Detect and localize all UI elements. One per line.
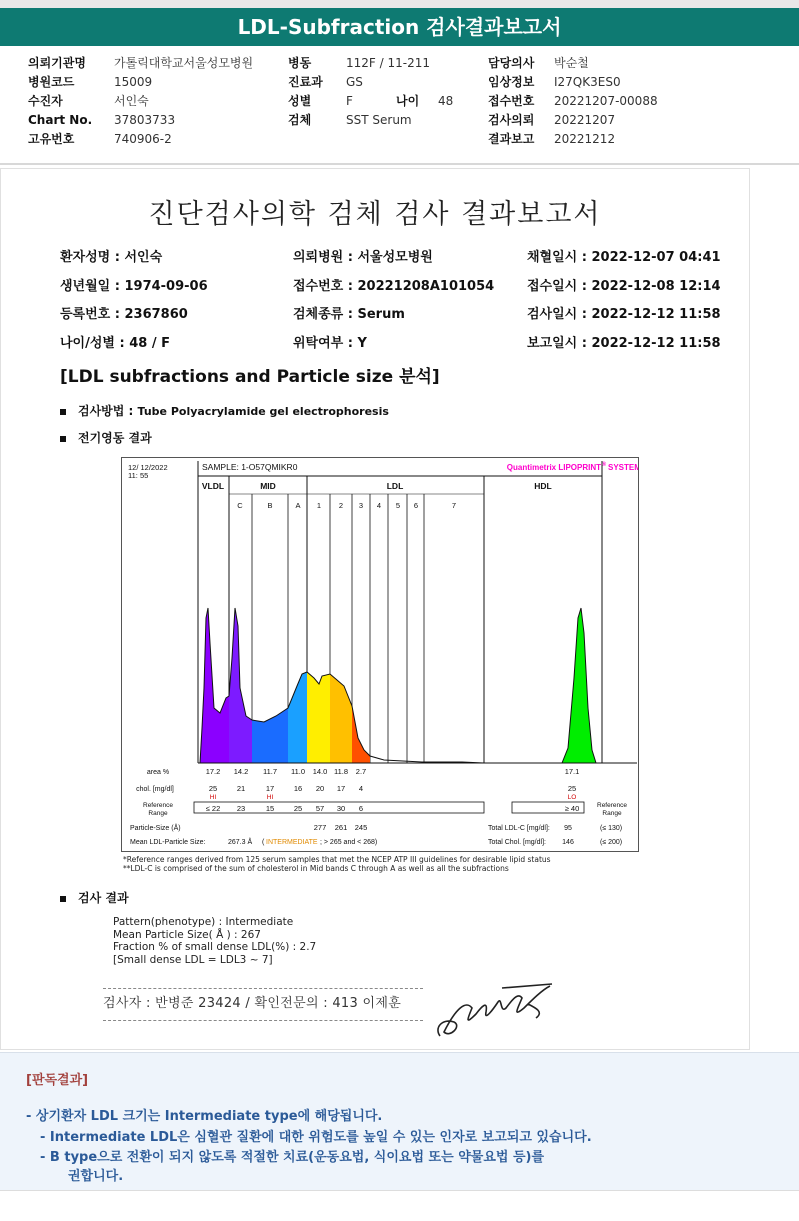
region-label-ldl: LDL	[386, 481, 404, 491]
hdl-ref-label-2: Range	[602, 810, 622, 817]
label-hospital-code: 병원코드	[28, 75, 75, 89]
header-col-1	[28, 54, 253, 149]
report-title: 진단검사의학 검체 검사 결과보고서	[148, 199, 602, 230]
footnotes	[123, 855, 551, 873]
result-block	[113, 916, 316, 966]
info-patient-name: 환자성명 : 서인숙	[60, 250, 163, 265]
result-small-dense: [Small dense LDL = LDL3 ~ 7]	[113, 953, 273, 966]
signature-line: 검사자 : 반병준 23424 / 확인전문의 : 413 이제훈	[103, 996, 402, 1011]
value-accession: 20221207-00088	[554, 94, 658, 108]
result-fraction: Fraction % of small dense LDL(%) : 2.7	[113, 941, 317, 953]
value-patient: 서인숙	[114, 94, 149, 108]
flag-vldl: HI	[209, 794, 217, 801]
value-institution: 가톨릭대학교서울성모병원	[114, 56, 254, 70]
chol-value: 17	[265, 784, 275, 793]
result-label: 검사 결과	[78, 891, 129, 905]
judgement-line-1: - 상기환자 LDL 크기는 Intermediate type에 해당됩니다.	[26, 1109, 383, 1124]
method-row	[60, 402, 389, 419]
row-label-ref-2: Range	[148, 810, 168, 817]
value-request-date: 20221207	[554, 113, 616, 127]
judgement-line-2: - Intermediate LDL은 심혈관 질환에 대한 위험도를 높일 수 있는 인자로 보고되고 있습니다.	[40, 1130, 592, 1145]
chart-brand-mark: ®	[601, 462, 607, 468]
result-mean-size: Mean Particle Size( Å ) : 267	[113, 928, 261, 941]
reference-value: 25	[293, 804, 303, 813]
particle-size-value: 261	[334, 823, 348, 832]
total-ldl-label: Total LDL-C [mg/dl]:	[488, 825, 550, 832]
chol-value: 21	[236, 784, 246, 793]
label-doctor: 담당의사	[488, 56, 535, 70]
label-department: 진료과	[288, 75, 323, 89]
header-col-3	[488, 54, 658, 149]
area-value: 17.2	[205, 767, 221, 776]
signature-image	[432, 978, 562, 1044]
info-collect-time: 채혈일시 : 2022-12-07 04:41	[527, 250, 721, 265]
value-department: GS	[346, 75, 363, 89]
band-label-3: 3	[358, 501, 364, 510]
label-institution: 의뢰기관명	[28, 56, 86, 70]
value-clinical-info: I27QK3ES0	[554, 75, 621, 89]
area-value: 2.7	[355, 767, 367, 776]
area-mid-b	[252, 708, 288, 763]
mean-pattern-value: INTERMEDIATE	[266, 839, 318, 846]
electro-label: 전기영동 결과	[78, 431, 152, 445]
row-label-area: area %	[146, 769, 170, 776]
chart-svg	[122, 458, 638, 851]
area-value: 11.8	[333, 767, 349, 776]
row-label-particle-size: Particle-Size (Å)	[130, 825, 181, 832]
bullet-icon	[60, 409, 66, 415]
chol-value: 16	[293, 784, 303, 793]
label-age: 나이	[396, 94, 420, 108]
label-request-date: 검사의뢰	[488, 113, 535, 127]
reference-value: 6	[358, 804, 364, 813]
area-value: 14.0	[312, 767, 328, 776]
bullet-icon	[60, 436, 66, 442]
signature-divider-bottom	[103, 1020, 423, 1021]
total-chol-value: 146	[562, 839, 574, 846]
area-value: 14.2	[233, 767, 249, 776]
header-divider	[0, 163, 799, 165]
page-title: LDL-Subfraction 검사결과보고서	[0, 8, 799, 46]
label-chart-no: Chart No.	[28, 113, 93, 127]
info-hospital: 의뢰병원 : 서울성모병원	[293, 250, 433, 265]
info-age-sex: 나이/성별 : 48 / F	[60, 335, 171, 351]
info-col-3	[527, 244, 721, 358]
chart-date: 12/ 12/2022	[128, 463, 168, 472]
value-sex: F	[346, 94, 353, 108]
chol-value: 20	[315, 784, 325, 793]
info-consignment: 위탁여부 : Y	[293, 335, 367, 351]
band-label-B: B	[267, 501, 273, 510]
bullet-icon	[60, 896, 66, 902]
row-label-ref-1: Reference	[143, 802, 173, 809]
bottom-strip	[0, 1190, 799, 1221]
judgement-panel	[0, 1052, 799, 1190]
area-ldl-3	[352, 706, 370, 763]
info-col-2	[293, 244, 494, 358]
method-label: 검사방법 :	[78, 404, 134, 418]
chol-value: 25	[567, 784, 577, 793]
mean-size-paren: (	[262, 839, 265, 846]
band-label-1: 1	[316, 501, 322, 510]
electro-row	[60, 429, 152, 446]
method-value: Tube Polyacrylamide gel electrophoresis	[137, 405, 389, 418]
label-accession: 접수번호	[488, 94, 535, 108]
signature-divider-top	[103, 988, 423, 989]
flag-b: HI	[266, 794, 274, 801]
region-label-mid: MID	[260, 481, 276, 491]
chol-value: 17	[336, 784, 346, 793]
mean-range-value: ; > 265 and < 268)	[320, 839, 378, 846]
value-chart-no: 37803733	[114, 113, 176, 127]
particle-size-value: 245	[354, 823, 368, 832]
label-unique-no: 고유번호	[28, 132, 75, 146]
label-ward: 병동	[288, 56, 312, 70]
reference-value: 15	[265, 804, 275, 813]
value-age: 48	[438, 94, 454, 108]
particle-size-value: 277	[313, 823, 327, 832]
chart-group	[128, 461, 638, 846]
row-label-chol: chol. [mg/dl]	[136, 786, 174, 793]
region-label-hdl: HDL	[534, 481, 552, 491]
label-patient: 수진자	[28, 94, 63, 108]
section-title: [LDL subfractions and Particle size 분석]	[60, 367, 440, 387]
info-col-1	[60, 244, 208, 358]
label-report-date: 결과보고	[488, 132, 535, 146]
value-doctor: 박순철	[554, 56, 589, 70]
total-ldl-value: 95	[564, 825, 572, 832]
band-label-A: A	[295, 501, 301, 510]
result-pattern: Pattern(phenotype) : Intermediate	[113, 916, 294, 928]
electrophoresis-chart	[121, 457, 639, 852]
chart-brand: Quantimetrix LIPOPRINT	[506, 463, 601, 472]
info-test-time: 검사일시 : 2022-12-12 11:58	[527, 307, 721, 322]
area-value: 17.1	[564, 767, 580, 776]
band-label-5: 5	[395, 501, 401, 510]
band-label-4: 4	[376, 501, 382, 510]
chart-brand-suffix: SYSTEM	[608, 463, 638, 472]
area-value: 11.7	[262, 767, 278, 776]
band-label-7: 7	[451, 501, 457, 510]
value-hospital-code: 15009	[114, 75, 153, 89]
label-clinical-info: 임상정보	[488, 75, 535, 89]
total-ldl-ref: (≤ 130)	[600, 825, 623, 832]
label-specimen: 검체	[288, 113, 312, 127]
reference-value: 57	[315, 804, 325, 813]
info-accession: 접수번호 : 20221208A101054	[293, 278, 495, 294]
band-label-6: 6	[413, 501, 419, 510]
reference-value: 23	[236, 804, 246, 813]
value-report-date: 20221212	[554, 132, 616, 146]
result-row	[60, 889, 129, 906]
value-specimen: SST Serum	[346, 113, 412, 127]
area-value: 11.0	[290, 767, 306, 776]
info-receive-time: 접수일시 : 2022-12-08 12:14	[527, 278, 721, 294]
reference-value: 30	[336, 804, 346, 813]
reference-value: ≤ 22	[205, 804, 221, 813]
top-strip	[0, 0, 799, 8]
area-mid-c	[229, 608, 252, 763]
area-ldl-2	[330, 674, 352, 763]
row-label-mean-size: Mean LDL-Particle Size:	[130, 839, 206, 846]
label-sex: 성별	[288, 94, 312, 108]
judgement-title: [판독결과]	[26, 1073, 89, 1088]
chart-sample: SAMPLE: 1-O57QMIKR0	[202, 462, 298, 472]
total-chol-label: Total Chol. [mg/dl]:	[488, 839, 546, 846]
chart-time: 11: 55	[128, 471, 149, 480]
region-label-vldl: VLDL	[201, 481, 225, 491]
total-chol-ref: (≤ 200)	[600, 839, 623, 846]
mean-size-value: 267.3 Å	[228, 839, 253, 846]
header-col-2	[288, 54, 453, 130]
flag-hdl: LO	[567, 794, 577, 801]
footnote-1: *Reference ranges derived from 125 serum samples that met the NCEP ATP III guidelines for desirable lipid status	[123, 855, 551, 864]
judgement-line-3: - B type으로 전환이 되지 않도록 적절한 치료(운동요법, 식이요법 또는 약물요법 등)를	[40, 1150, 545, 1165]
info-specimen: 검체종류 : Serum	[293, 307, 405, 322]
area-ldl-1	[307, 672, 330, 763]
band-label-C: C	[237, 501, 243, 510]
info-birthdate: 생년월일 : 1974-09-06	[60, 278, 208, 294]
band-label-2: 2	[338, 501, 344, 510]
value-unique-no: 740906-2	[114, 132, 172, 146]
info-report-time: 보고일시 : 2022-12-12 11:58	[527, 335, 721, 351]
judgement-line-4: 권합니다.	[68, 1169, 124, 1184]
chol-value: 25	[208, 784, 218, 793]
chol-value: 4	[358, 784, 364, 793]
value-ward: 112F / 11-211	[346, 56, 430, 70]
info-registration: 등록번호 : 2367860	[60, 307, 188, 322]
hdl-ref-label-1: Reference	[597, 802, 627, 809]
hdl-reference-value: ≥ 40	[564, 804, 580, 813]
footnote-2: **LDL-C is comprised of the sum of cholesterol in Mid bands C through A as well as all the subfractions	[123, 864, 509, 873]
